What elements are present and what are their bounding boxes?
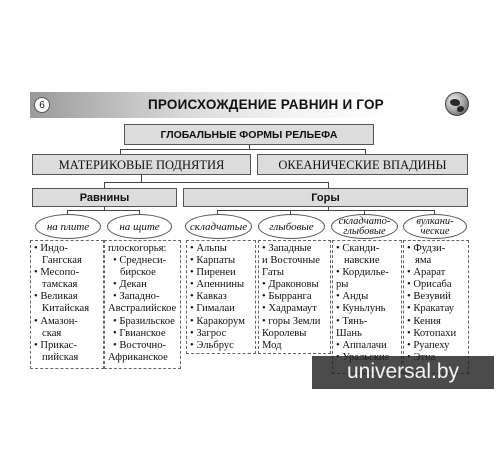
plains-box: Равнины [32,188,177,207]
list-item: Шань [336,327,362,339]
category-fold-block: складчато- глыбовые [331,214,398,239]
mountains-box: Горы [183,188,468,207]
root-box: ГЛОБАЛЬНЫЕ ФОРМЫ РЕЛЬЕФА [124,124,374,145]
page-number: 6 [34,97,50,113]
oceanic-box: ОКЕАНИЧЕСКИЕ ВПАДИНЫ [257,154,468,175]
list-item: • Тянь- [336,315,368,327]
list-item: ры [336,279,349,291]
list-item: • Великая [34,291,78,303]
list-item: • Карпаты [190,255,236,267]
category-volcanic: вулкани- ческие [403,214,467,239]
list-item: • Аппалачи [336,339,387,351]
list-item: • Кения [407,315,441,327]
list-item: Гаты [262,267,285,279]
list-block [258,240,331,354]
list-item: • Индо- [34,243,68,254]
list-item: • Бырранга [262,291,312,303]
list-item: бирское [120,267,156,279]
list-fold-block [332,240,402,374]
list-folded [186,240,256,354]
list-item: • Анды [336,291,369,303]
list-item: тамская [42,279,78,291]
list-volcanic [403,240,469,374]
list-item: • Хадрамаут [262,303,317,315]
list-item: • Декан [113,279,147,291]
list-item: • Везувий [407,291,451,303]
list-item: • Гвианское [113,327,166,339]
list-item: • Среднеси- [113,255,167,267]
category-folded: складчатые [185,214,252,239]
list-item: Китайская [42,303,90,315]
list-item: • Апеннины [190,279,245,291]
list-item: Гангская [42,255,82,267]
connector [67,210,140,211]
continental-box: МАТЕРИКОВЫЕ ПОДНЯТИЯ [32,154,251,175]
list-item: • Драконовы [262,279,319,291]
list-item: • Западные [262,243,312,254]
list-item: плоскогорья: [108,243,167,254]
list-item: навские [344,255,380,267]
category-shield: на щите [107,214,172,239]
list-item: Мод [262,339,282,351]
page-title: ПРОИСХОЖДЕНИЕ РАВНИН И ГОР [148,97,384,112]
list-item: • Месопо- [34,267,80,279]
list-item: • Амазон- [34,315,78,327]
list-item: Африканское [108,351,168,363]
connector [104,182,328,183]
list-item: • Загрос [190,327,227,339]
list-item: • Альпы [190,243,227,254]
list-item: • Кракатау [407,303,455,315]
list-item: • Каракорум [190,315,245,327]
watermark: universal.by [312,356,494,389]
list-item: ская [42,327,62,339]
list-item: • Кордилье- [336,267,389,279]
list-item: • Восточно- [113,339,167,351]
list-item: • Пиренеи [190,267,236,279]
category-block: глыбовые [258,214,325,239]
list-item: • Кавказ [190,291,227,303]
list-item: • Фудзи- [407,243,446,254]
list-item: • Арарат [407,267,446,279]
list-item: • Руапеху [407,339,450,351]
list-item: Австралийское [108,303,177,315]
globe-icon [445,92,469,116]
list-item: яма [415,255,432,267]
list-item: • Котопахи [407,327,457,339]
list-item: • горы Земли [262,315,321,327]
list-item: • Сканди- [336,243,380,254]
list-plate [30,240,104,369]
connector [217,210,435,211]
list-item: • Куньлунь [336,303,386,315]
list-item: и Восточные [262,255,320,267]
category-plate: на плите [35,214,101,239]
list-item: • Орисаба [407,279,452,291]
list-item: • Западно- [113,291,160,303]
list-item: Королевы [262,327,307,339]
list-item: пийская [42,351,79,363]
list-item: • Бразильское [113,315,175,327]
list-item: • Прикас- [34,339,77,351]
list-item: • Гималаи [190,303,235,315]
list-item: • Эльбрус [190,339,234,351]
connector [120,149,365,150]
list-shield [104,240,181,369]
